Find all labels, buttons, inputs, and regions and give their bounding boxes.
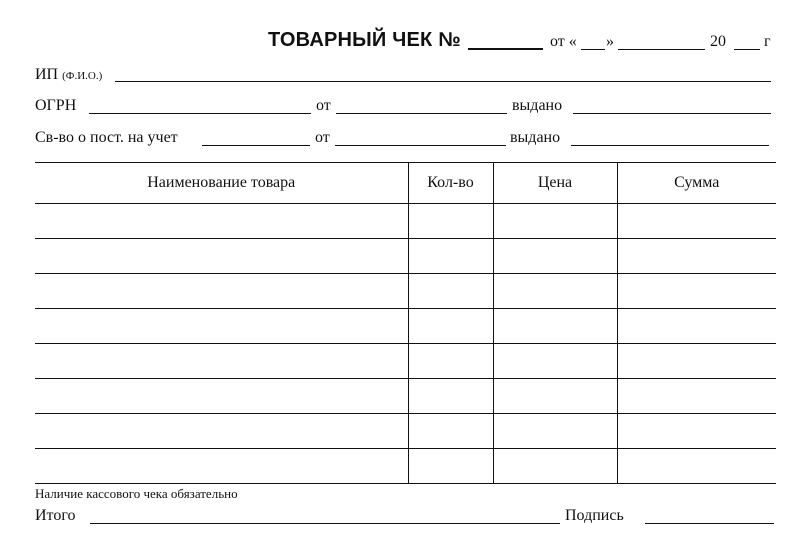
item-name-cell[interactable]	[35, 204, 408, 239]
quantity-cell[interactable]	[408, 449, 493, 484]
sum-cell[interactable]	[617, 414, 776, 449]
receipt-number-field[interactable]	[468, 48, 543, 50]
price-cell[interactable]	[493, 239, 617, 274]
quantity-cell[interactable]	[408, 344, 493, 379]
date-from-label: от «	[550, 33, 577, 50]
quantity-cell[interactable]	[408, 309, 493, 344]
table-row	[35, 274, 776, 309]
ogrn-from-label: от	[316, 97, 331, 114]
price-cell[interactable]	[493, 204, 617, 239]
cert-label: Св-во о пост. на учет	[35, 129, 178, 146]
ip-label-text: ИП	[35, 66, 59, 83]
item-name-cell[interactable]	[35, 379, 408, 414]
quantity-cell[interactable]	[408, 414, 493, 449]
column-header-item-name: Наименование товара	[35, 163, 408, 204]
total-label: Итого	[35, 507, 76, 524]
sum-cell[interactable]	[617, 379, 776, 414]
table-header-row	[35, 163, 776, 204]
table-row	[35, 449, 776, 484]
ogrn-issued-label: выдано	[512, 97, 563, 114]
sum-cell[interactable]	[617, 344, 776, 379]
table-row	[35, 309, 776, 344]
ogrn-issued-field[interactable]	[573, 113, 771, 114]
cert-issued-field[interactable]	[571, 145, 769, 146]
cash-receipt-note: Наличие кассового чека обязательно	[35, 486, 238, 501]
table-row	[35, 414, 776, 449]
ip-label	[35, 66, 102, 84]
table-row	[35, 344, 776, 379]
price-cell[interactable]	[493, 449, 617, 484]
column-header-sum: Сумма	[617, 163, 776, 204]
price-cell[interactable]	[493, 414, 617, 449]
column-header-quantity: Кол-во	[408, 163, 493, 204]
year-field[interactable]	[734, 49, 760, 50]
ip-name-field[interactable]	[115, 81, 771, 82]
sum-cell[interactable]	[617, 309, 776, 344]
year-prefix: 20	[710, 33, 726, 50]
price-cell[interactable]	[493, 309, 617, 344]
cert-field[interactable]	[202, 145, 310, 146]
price-cell[interactable]	[493, 344, 617, 379]
year-suffix: г	[764, 33, 771, 50]
signature-label: Подпись	[565, 507, 624, 524]
item-name-cell[interactable]	[35, 309, 408, 344]
goods-table	[35, 162, 776, 484]
table-row	[35, 379, 776, 414]
sum-cell[interactable]	[617, 239, 776, 274]
table-row	[35, 204, 776, 239]
price-cell[interactable]	[493, 379, 617, 414]
item-name-cell[interactable]	[35, 449, 408, 484]
total-field[interactable]	[90, 523, 560, 524]
quantity-cell[interactable]	[408, 204, 493, 239]
date-month-field[interactable]	[618, 49, 705, 50]
sum-cell[interactable]	[617, 274, 776, 309]
cert-date-field[interactable]	[335, 145, 506, 146]
quantity-cell[interactable]	[408, 379, 493, 414]
date-day-close: »	[606, 33, 614, 50]
cert-issued-label: выдано	[510, 129, 561, 146]
ogrn-field[interactable]	[89, 113, 311, 114]
item-name-cell[interactable]	[35, 344, 408, 379]
quantity-cell[interactable]	[408, 274, 493, 309]
ogrn-date-field[interactable]	[336, 113, 507, 114]
ip-hint: (Ф.И.О.)	[62, 70, 103, 82]
receipt-title: ТОВАРНЫЙ ЧЕК №	[268, 29, 461, 51]
sum-cell[interactable]	[617, 204, 776, 239]
table-row	[35, 239, 776, 274]
ogrn-label: ОГРН	[35, 97, 77, 114]
date-day-field[interactable]	[581, 49, 605, 50]
signature-field[interactable]	[645, 523, 774, 524]
item-name-cell[interactable]	[35, 414, 408, 449]
item-name-cell[interactable]	[35, 274, 408, 309]
price-cell[interactable]	[493, 274, 617, 309]
quantity-cell[interactable]	[408, 239, 493, 274]
sum-cell[interactable]	[617, 449, 776, 484]
cert-from-label: от	[315, 129, 330, 146]
column-header-price: Цена	[493, 163, 617, 204]
item-name-cell[interactable]	[35, 239, 408, 274]
